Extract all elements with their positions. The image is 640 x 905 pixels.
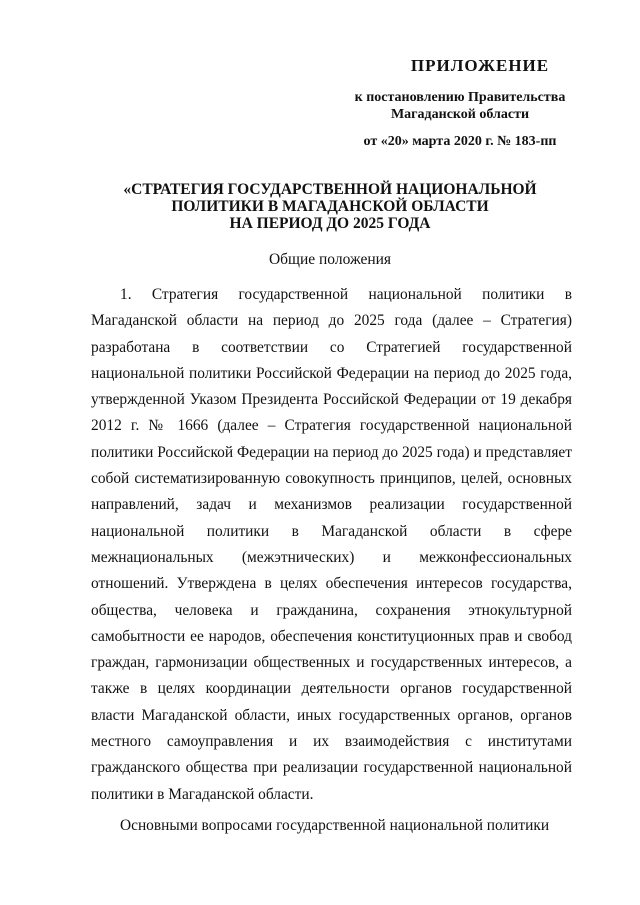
document-title: [90, 181, 570, 232]
appendix-header: [340, 56, 580, 150]
appendix-date-line: от «20» марта 2020 г. № 183-пп: [363, 134, 557, 149]
appendix-title: ПРИЛОЖЕНИЕ: [410, 56, 550, 75]
document-body: [91, 282, 572, 839]
appendix-reference-line2: Магаданской области: [390, 107, 530, 122]
document-title-line1: «СТРАТЕГИЯ ГОСУДАРСТВЕННОЙ НАЦИОНАЛЬНОЙ: [123, 181, 537, 198]
document-title-line2: ПОЛИТИКИ В МАГАДАНСКОЙ ОБЛАСТИ: [171, 198, 489, 215]
section-heading: Общие положения: [268, 251, 392, 268]
appendix-reference-line1: к постановлению Правительства: [354, 90, 566, 105]
paragraph-2: Основными вопросами государственной национальной политики: [120, 816, 550, 834]
paragraph-1: 1. Стратегия государственной национальной политики в Магаданской области на период до 2025 года (далее – Стратегия) разработана в соответствии со Стратегией государственной национальной политики Российской Федерации на период до 2025 года, утвержденной Указом Президента Российской Федерации от 19 декабря 2012 г. № 1666 (далее – Стратегия государственной национальной политики Российской Федерации на период до 2025 года) и представляет собой систематизированную совокупность принципов, целей, основных направлений, задач и механизмов реализации государственной национальной политики в Магаданской области в сфере межнациональных (межэтнических) и межконфессиональных отношений. Утверждена в целях обеспечения интересов государства, общества, человека и гражданина, сохранения этнокультурной самобытности ее народов, обеспечения конституционных прав и свобод граждан, гармонизации общественных и государственных интересов, а также в целях координации деятельности органов государственной власти Магаданской области, иных государственных органов, органов местного самоуправления и их взаимодействия с институтами гражданского общества при реализации государственной национальной политики в Магаданской области.: [91, 286, 572, 803]
document-title-line3: НА ПЕРИОД ДО 2025 ГОДА: [229, 215, 431, 232]
